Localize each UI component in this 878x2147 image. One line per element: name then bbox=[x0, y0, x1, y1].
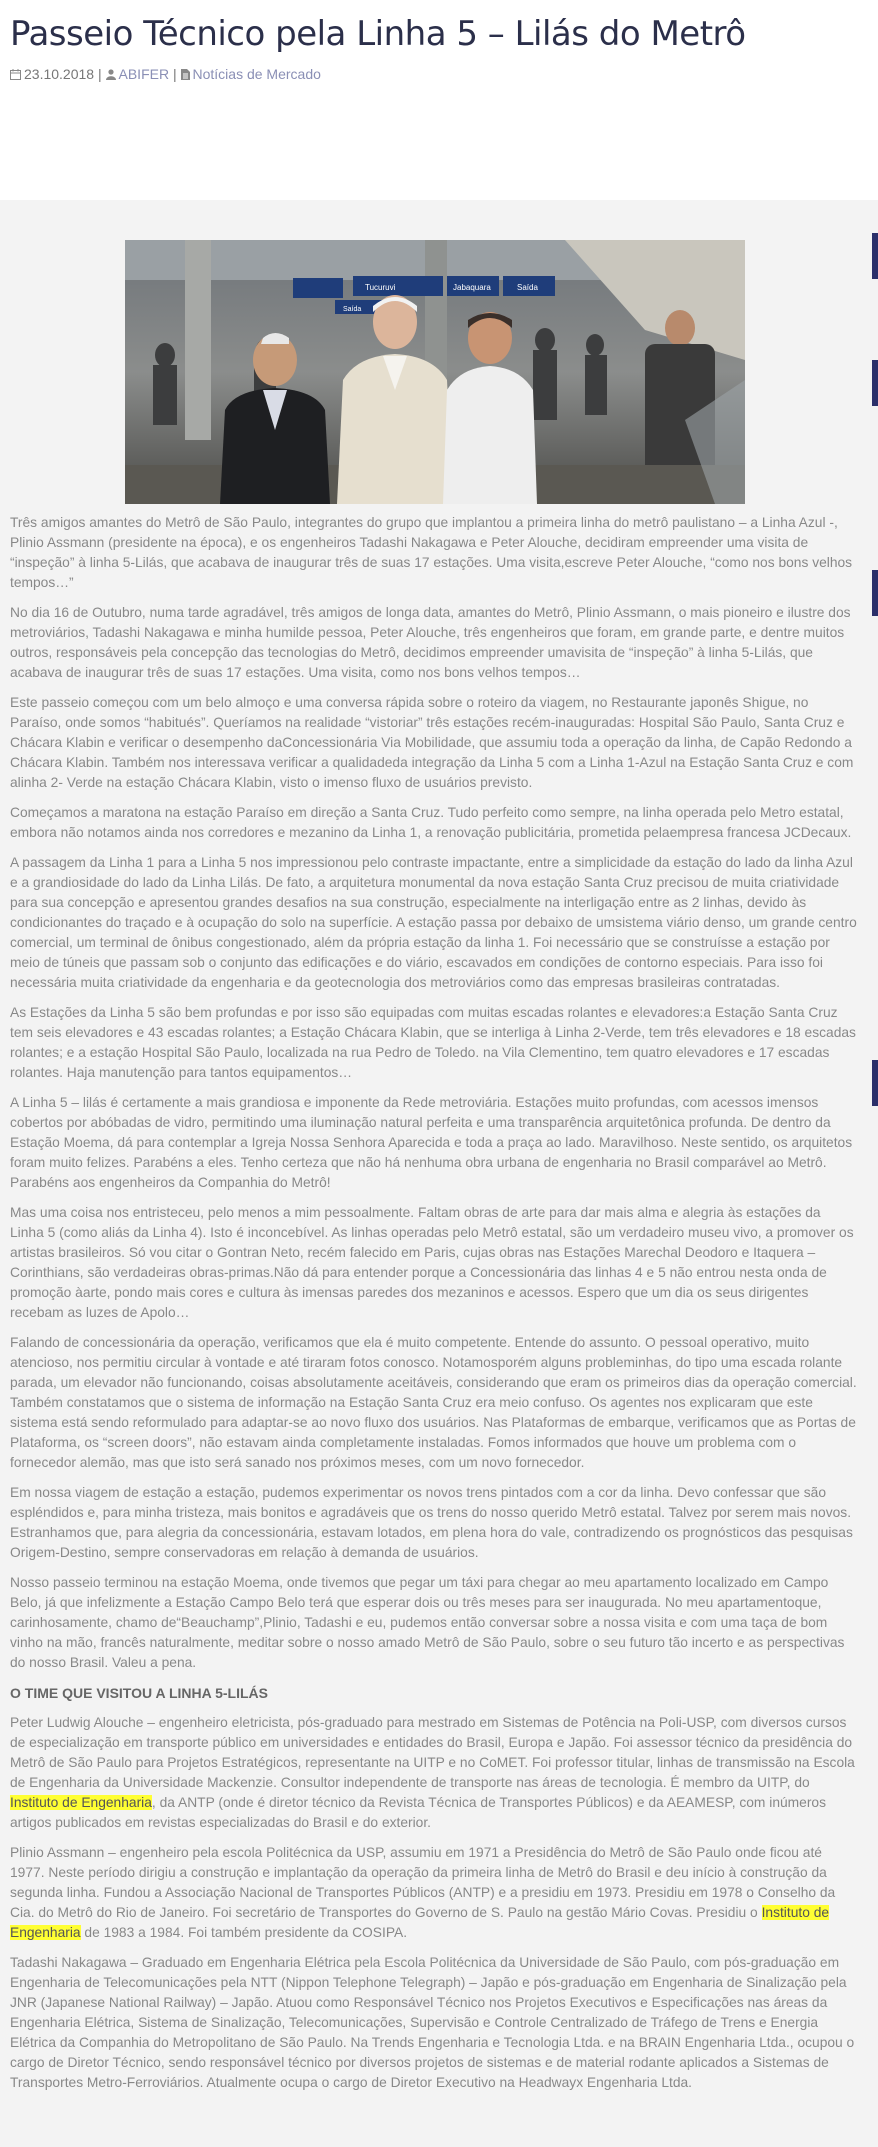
meta-separator: | bbox=[97, 66, 102, 82]
paragraph: A passagem da Linha 1 para a Linha 5 nos impressionou pelo contraste impactante, entre a simplicidade da estação do lado da linha Azul e a grandiosidade do lado da Linha Lilás. De fato, a arquitetura monumental da nova estação Santa Cruz precisou de muita criatividade para sua concepção e apresentou grandes desafios na sua construção, especialmente na interligação entre as 2 linhas, devido às condicionantes do traçado e à ocupação do solo na superfície. A estação passa por debaixo de umsistema viário denso, um grande centro comercial, um terminal de ônibus congestionado, além da própria estação da linha 1. Foi necessário que se construísse a estação por meio de túneis que passam sob o conjunto das edificações e do viário, escavados em condições de contorno especiais. Para isso foi necessária muita criatividade da engenharia e da geotecnologia dos metroviários como das empresas brasileiras contratadas. bbox=[10, 855, 857, 990]
side-tab[interactable] bbox=[872, 1060, 878, 1106]
bio-peter bbox=[10, 1713, 858, 1833]
paragraph: Nosso passeio terminou na estação Moema, onde tivemos que pegar um táxi para chegar ao meu apartamento localizado em Campo Belo, já que infelizmente a Estação Campo Belo terá que esperar dois ou três meses para ser inaugurada. No meu apartamentoque, carinhosamente, chamo de“Beauchamp”,Plinio, Tadashi e eu, pudemos então conversar sobre a nossa visita e com uma taça de bom vinho na mão, francês naturalmente, meditar sobre o nosso amado Metrô de São Paulo, sobre o seu futuro tão incerto e as perspectivas do nosso Brasil. Valeu a pena. bbox=[10, 1575, 845, 1670]
bio-text: Peter Ludwig Alouche – engenheiro eletricista, pós-graduado para mestrado em Sistemas de Potência na Poli-USP, com diversos cursos de especialização em transporte público em universidades e entidades do Brasil, Europa e Japão. Foi assessor técnico da presidência do Metrô de São Paulo para Projetos Estratégicos, representante na UITP e no CoMET. Foi professor titular, linhas de transmissão na Escola de Engenharia da Universidade Mackenzie. Consultor independente de transporte nas áreas de tecnologia. É membro da UITP, do bbox=[10, 1715, 855, 1790]
post-meta bbox=[10, 66, 321, 83]
bio-plinio bbox=[10, 1843, 858, 1943]
paragraph: No dia 16 de Outubro, numa tarde agradável, três amigos de longa data, amantes do Metrô, Plinio Assmann, o mais pioneiro e ilustre dos metroviários, Tadashi Nakagawa e minha humilde pessoa, Peter Alouche, três engenheiros que foram, em grande parte, e dentre muitos outros, responsáveis pela concepção das tecnologias do Metrô, decidimos empreender umavisita de “inspeção” à linha 5-Lilás, que acabava de inaugurar três de suas 17 estações. Uma visita, como nos bons velhos tempos… bbox=[10, 605, 851, 680]
page-title: Passeio Técnico pela Linha 5 – Lilás do Metrô bbox=[10, 14, 746, 54]
highlighted-term: Instituto de Engenharia bbox=[10, 1905, 830, 1940]
bio-text: de 1983 a 1984. Foi também presidente da COSIPA. bbox=[80, 1925, 408, 1940]
post-category-link[interactable]: Notícias de Mercado bbox=[192, 66, 321, 82]
section-heading: O TIME QUE VISITOU A LINHA 5-LILÁS bbox=[10, 1685, 268, 1701]
post-date: 23.10.2018 bbox=[24, 66, 95, 82]
post-author-link[interactable]: ABIFER bbox=[118, 66, 170, 82]
side-tab[interactable] bbox=[872, 570, 878, 616]
article-header bbox=[0, 0, 878, 200]
bio-tadashi: Tadashi Nakagawa – Graduado em Engenharia Elétrica pela Escola Politécnica da Universidade de São Paulo, com pós-graduação em Engenharia de Telecomunicações pela NTT (Nippon Telephone Telegraph) – Japão e pós-graduação em Engenharia de Sinalização pela JNR (Japanese National Railway) – Japão. Atuou como Responsável Técnico nos Projetos Executivos e Especificações nas áreas da Engenharia Elétrica, Sistema de Sinalização, Telecomunicações, Supervisão e Controle Centralizado de Tráfego de Trens e Energia Elétrica da Companhia do Metropolitano de São Paulo. Na Trends Engenharia e Tecnologia Ltda. e na BRAIN Engenharia Ltda., ocupou o cargo de Diretor Técnico, sendo responsável técnico por diversos projetos de sistemas e de material rodante aplicados a Sistemas de Transportes Metro-Ferroviários. Atualmente ocupa o cargo de Diretor Executivo na Headwayx Engenharia Ltda. bbox=[10, 1955, 855, 2090]
sign-text: Tucuruvi bbox=[365, 283, 396, 292]
article-body bbox=[10, 513, 858, 2103]
side-tab[interactable] bbox=[872, 233, 878, 279]
paragraph: Em nossa viagem de estação a estação, pudemos experimentar os novos trens pintados com a cor da linha. Devo confessar que são espléndidos e, para minha tristeza, mais bonitos e agradáveis que os trens do nosso querido Metrô estatal. Talvez por serem mais novos. Estranhamos que, para alegria da concessionária, estavam lotados, em plena hora do vale, contradizendo os prognósticos das pesquisas Origem-Destino, sempre conservadoras em relação à demanda de usuários. bbox=[10, 1485, 853, 1560]
bio-text: , da ANTP (onde é diretor técnico da Revista Técnica de Transportes Públicos) e da AEAMESP, com inúmeros artigos publicados em revistas especializadas do Brasil e do exterior. bbox=[10, 1795, 826, 1830]
paragraph: Começamos a maratona na estação Paraíso em direção a Santa Cruz. Tudo perfeito como sempre, na linha operada pelo Metro estatal, embora não notamos ainda nos corredores e mezanino da Linha 1, a renovação publicitária, prometida pelaempresa francesa JCDecaux. bbox=[10, 805, 852, 840]
paragraph: Três amigos amantes do Metrô de São Paulo, integrantes do grupo que implantou a primeira linha do metrô paulistano – a Linha Azul -, Plinio Assmann (presidente na época), e os engenheiros Tadashi Nakagawa e Peter Alouche, decidiram empreender uma visita de “inspeção” à linha 5-Lilás, que acabava de inaugurar três de suas 17 estações. Uma visita,escreve Peter Alouche, “como nos bons velhos tempos…” bbox=[10, 515, 853, 590]
sign-text: Saída bbox=[343, 306, 362, 313]
paragraph: Falando de concessionária da operação, verificamos que ela é muito competente. Entende do assunto. O pessoal operativo, muito atencioso, nos permitiu circular à vontade e até tiraram fotos conosco. Notamosporém alguns probleminhas, do tipo uma escada rolante parada, um elevador não funcionando, coisas absolutamente aceitáveis, considerando que eram os primeiros dias da operação comercial. Também constatamos que o sistema de informação na Estação Santa Cruz era meio confuso. Os agentes nos explicaram que este sistema está sendo reformulado para adaptar-se ao novo fluxo dos usuários. Nas Plataformas de embarque, verificamos que as Portas de Plataforma, os “screen doors”, não estavam ainda completamente instaladas. Fomos informados que houve um problema com o fornecedor alemão, mas que isto será sanado nos próximos meses, com um novo fornecedor. bbox=[10, 1335, 857, 1470]
article-photo bbox=[125, 240, 745, 504]
article-content bbox=[0, 200, 878, 2147]
user-icon bbox=[106, 67, 116, 83]
paragraph: As Estações da Linha 5 são bem profundas e por isso são equipadas com muitas escadas rolantes e elevadores:a Estação Santa Cruz tem seis elevadores e 43 escadas rolantes; a Estação Chácara Klabin, que se interliga à Linha 2-Verde, tem três elevadores e 18 escadas rolantes; e a estação Hospital São Paulo, localizada na rua Pedro de Toledo. na Vila Clementino, tem quatro elevadores e 17 escadas rolantes. Haja manutenção para tantos equipamentos… bbox=[10, 1005, 856, 1080]
paragraph: A Linha 5 – lilás é certamente a mais grandiosa e imponente da Rede metroviária. Estações muito profundas, com acessos imensos cobertos por abóbadas de vidro, permitindo uma iluminação natural perfeita e uma transparência arquitetônica profunda. De dentro da Estação Moema, dá para contemplar a Igreja Nossa Senhora Aparecida e toda a praça ao lado. Maravilhoso. Neste sentido, os arquitetos foram muito felizes. Parabéns a eles. Tenho certeza que não há nenhuma obra urbana de engenharia no Brasil comparável ao Metrô. Parabéns aos engenheiros da Companhia do Metrô! bbox=[10, 1095, 853, 1190]
paragraph: Este passeio começou com um belo almoço e uma conversa rápida sobre o roteiro da viagem, no Restaurante japonês Shigue, no Paraíso, onde somos “habitués”. Queríamos na realidade “vistoriar” três estações recém-inauguradas: Hospital São Paulo, Santa Cruz e Chácara Klabin e verificar o desempenho daConcessionária Via Mobilidade, que assumiu toda a operação da linha, de Capão Redondo a Chácara Klabin. Também nos interessava verificar a qualidadeda integração da Linha 5 com a Linha 1-Azul na Estação Santa Cruz e com alinha 2- Verde na estação Chácara Klabin, visto o imenso fluxo de usuários previsto. bbox=[10, 695, 854, 790]
calendar-icon bbox=[10, 67, 21, 83]
sign-text: Saída bbox=[517, 283, 538, 292]
file-icon bbox=[181, 67, 190, 83]
bio-text: Plinio Assmann – engenheiro pela escola Politécnica da USP, assumiu em 1971 a Presidência do Metrô de São Paulo onde ficou até 1977. Neste período dirigiu a construção e implantação da operação da primeira linha de Metrô do Brasil e deu início à construção da segunda linha. Fundou a Associação Nacional de Transportes Públicos (ANTP) e a presidiu em 1973. Presidiu em 1978 o Conselho da Cia. do Metrô do Rio de Janeiro. Foi secretário de Transportes do Governo de S. Paulo na gestão Mário Covas. Presidiu o bbox=[10, 1845, 836, 1920]
sign-text: Jabaquara bbox=[453, 283, 491, 292]
side-tab[interactable] bbox=[872, 360, 878, 406]
paragraph: Mas uma coisa nos entristeceu, pelo menos a mim pessoalmente. Faltam obras de arte para dar mais alma e alegria às estações da Linha 5 (como aliás da Linha 4). Isto é inconcebível. As linhas operadas pelo Metrô estatal, são um verdadeiro museu vivo, a promover os artistas brasileiros. Só vou citar o Gontran Neto, recém falecido em Paris, cujas obras nas Estações Marechal Deodoro e Itaquera – Corinthians, são verdadeiras obras-primas.Não dá para entender porque a Concessionária das linhas 4 e 5 não entrou nesta onda de promoção àarte, pondo mais cores e cultura às imensas paredes dos mezaninos e acessos. Espero que um dia os seus dirigentes recebam as luzes de Apolo… bbox=[10, 1205, 854, 1320]
highlighted-term: Instituto de Engenharia bbox=[10, 1795, 152, 1810]
meta-separator: | bbox=[172, 66, 177, 82]
